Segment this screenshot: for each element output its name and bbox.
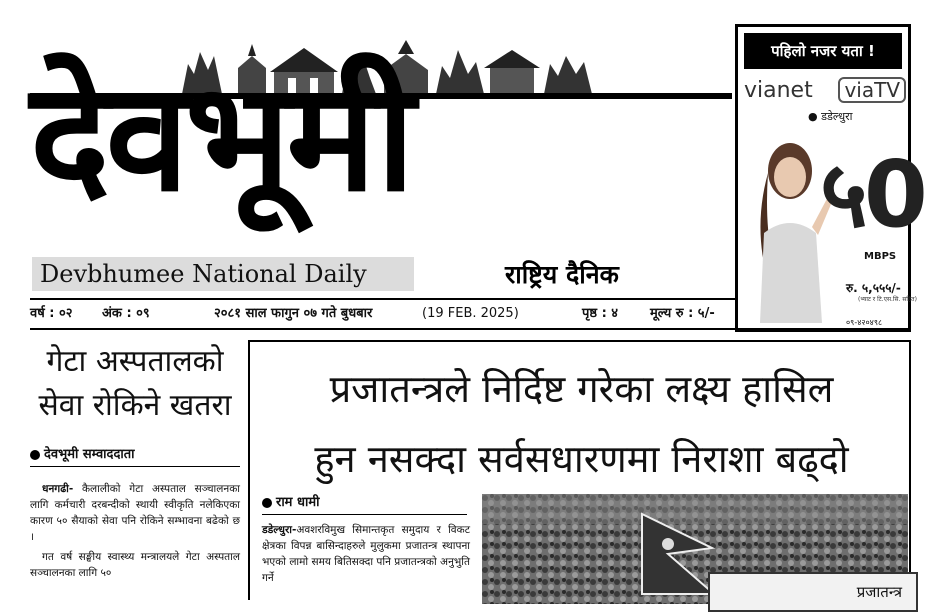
english-name: Devbhumee National Daily <box>32 257 414 291</box>
lead-story[interactable] <box>248 340 911 600</box>
masthead <box>0 0 735 300</box>
lead-story-body: डडेल्धुरा-अवशरविमुख सिमान्तकृत समुदाय र विकट क्षेत्रका विपन्न बासिन्दाहरुले मुलुकमा प्रजातन्त्र स्थापना भएको लामो समय बितिसक्दा पनि प्रजातन्त्रको अनुभुति गर्ने <box>262 524 470 584</box>
ad-speed: ५0 <box>820 141 924 248</box>
side-story[interactable] <box>30 340 240 600</box>
bullet-icon <box>262 498 272 508</box>
lead-story-headline: प्रजातन्त्रले निर्दिष्ट गरेका लक्ष्य हासिल हुन नसक्दा सर्वसधारणमा निराशा बढ्दो <box>314 367 849 481</box>
issue-info-bar <box>30 300 735 328</box>
lead-story-byline: राम धामी <box>262 492 467 515</box>
ad-brand-viatv: viaTV <box>838 77 906 103</box>
page-count: पृष्ठ : ४ <box>582 306 619 321</box>
ad-price: रु. ५,५५५/- <box>846 281 901 295</box>
volume: वर्ष : ०२ <box>30 306 73 321</box>
side-story-body: धनगढी- कैलालीको गेटा अस्पताल सञ्चालनका लागि कर्मचारी दरबन्दीको स्थायी स्वीकृति नलेकिएका कारण ५० सैयाको सेवा पनि रोकिने सम्भावना बढेको छ । गत वर्ष सङ्घीय स्वास्थ्य मन्त्रालयले गेटा अस्पताल सञ्चालनका लागि ५० <box>30 483 241 579</box>
ad-brands <box>744 75 906 105</box>
ad-contact: ०९-४२०४९८ <box>846 318 883 327</box>
location-pin-icon: ● <box>808 110 818 123</box>
issue-date-en: (19 FEB. 2025) <box>422 306 519 321</box>
side-story-headline: गेटा अस्पतालको सेवा रोकिने खतरा <box>38 344 232 423</box>
divider <box>30 328 911 330</box>
ad-location: ● डडेल्धुरा <box>808 110 853 123</box>
ad-speed-unit: MBPS <box>864 251 897 262</box>
ad-fine-print: (भ्याट र टि.एस.सि. सहित) <box>858 296 917 303</box>
ad-brand-vianet: vianet <box>744 77 813 103</box>
lead-story-photo <box>482 494 908 604</box>
issue-number: अंक : ०९ <box>102 306 150 321</box>
tagline: राष्ट्रिय दैनिक <box>505 260 619 289</box>
side-story-byline: देवभूमी सम्वाददाता <box>30 444 240 467</box>
photo-banner-text: प्रजातन्त्र <box>708 572 918 612</box>
advertisement[interactable] <box>735 24 924 332</box>
newspaper-title: देवभूमी <box>30 51 412 225</box>
issue-date: २०८१ साल फागुन ०७ गते बुधबार <box>214 306 373 321</box>
ad-headline: पहिलो नजर यता ! <box>744 33 902 69</box>
cover-price: मूल्य रु : ५/- <box>650 306 715 321</box>
bullet-icon <box>30 450 40 460</box>
